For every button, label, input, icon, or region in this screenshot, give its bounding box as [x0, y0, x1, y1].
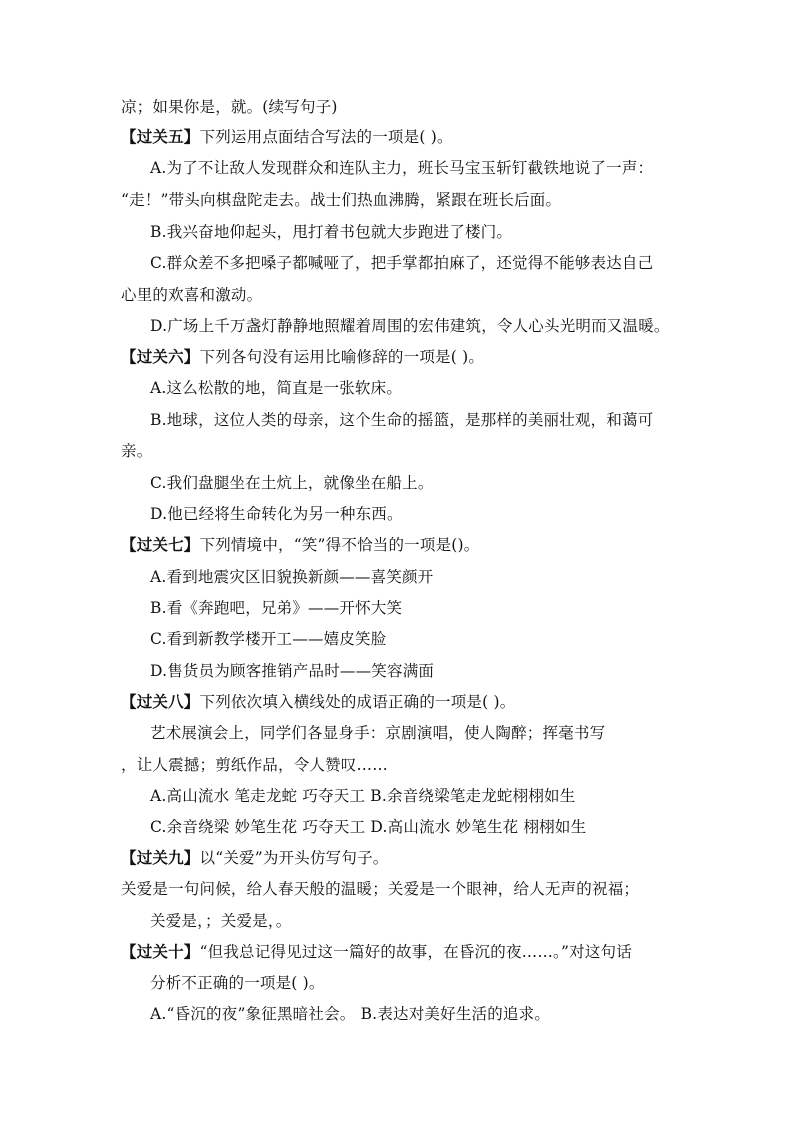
text-line	[121, 535, 479, 555]
text-line	[121, 848, 388, 868]
line-text: 关爱是一句问候，给人春天般的温暖；关爱是一个眼神，给人无声的祝福；	[121, 880, 640, 898]
text-line	[121, 879, 639, 899]
text-line	[121, 441, 152, 461]
question-label: 【过关九】	[121, 848, 200, 867]
text-line	[150, 222, 512, 242]
text-line	[150, 661, 434, 681]
text-line	[150, 473, 434, 493]
line-text: 下列依次填入横线处的成语正确的一项是( )。	[199, 693, 516, 711]
line-text: “走！”带头向棋盘陀走去。战士们热血沸腾，紧跟在班长后面。	[121, 191, 562, 209]
text-line	[150, 158, 653, 178]
line-text: D.广场上千万盏灯静静地照耀着周围的宏伟建筑，令人心头光明而又温暖。	[150, 317, 670, 335]
line-text: A.高山流水 笔走龙蛇 巧夺天工 B.余音绕梁笔走龙蛇栩栩如生	[150, 787, 576, 805]
line-text: ，让人震撼；剪纸作品，令人赞叹……	[121, 756, 388, 774]
text-line	[121, 692, 515, 712]
question-label: 【过关六】	[121, 347, 200, 366]
line-text: D.他已经将生命转化为另一种东西。	[150, 505, 403, 523]
text-line	[121, 755, 388, 775]
text-line	[150, 973, 325, 993]
line-text: 下列各句没有运用比喻修辞的一项是( )。	[199, 348, 485, 366]
question-label: 【过关五】	[121, 127, 200, 146]
line-text: “但我总记得见过这一篇好的故事，在昏沉的夜……。”对这句话	[199, 943, 632, 961]
text-line	[150, 723, 605, 743]
text-line	[150, 911, 292, 931]
text-line	[150, 316, 670, 336]
text-line	[121, 285, 262, 305]
line-text: B.地球，这位人类的母亲，这个生命的摇篮，是那样的美丽壮观，和蔼可	[150, 411, 654, 429]
line-text: 凉；如果你是，就。(续写句子)	[121, 98, 338, 116]
text-line	[121, 347, 484, 367]
text-line	[121, 97, 338, 117]
question-label: 【过关七】	[121, 535, 200, 554]
line-text: 下列情境中，“笑”得不恰当的一项是()。	[199, 536, 480, 554]
line-text: 关爱是，；关爱是，。	[150, 912, 292, 930]
line-text: 分析不正确的一项是( )。	[150, 974, 325, 992]
line-text: C.群众差不多把嗓子都喊哑了，把手掌都拍麻了，还觉得不能够表达自己	[150, 254, 654, 272]
text-line	[150, 410, 653, 430]
line-text: 心里的欢喜和激动。	[121, 286, 263, 304]
text-line	[150, 598, 402, 618]
text-line	[150, 253, 653, 273]
line-text: B.看《奔跑吧，兄弟》——开怀大笑	[150, 599, 403, 617]
text-line	[150, 504, 403, 524]
text-line	[150, 378, 402, 398]
text-line	[150, 817, 586, 837]
line-text: 下列运用点面结合写法的一项是( )。	[199, 128, 453, 146]
question-label: 【过关十】	[121, 942, 200, 961]
text-line	[150, 629, 386, 649]
line-text: C.余音绕梁 妙笔生花 巧夺天工 D.高山流水 妙笔生花 栩栩如生	[150, 818, 587, 836]
line-text: C.看到新教学楼开工——嬉皮笑脸	[150, 630, 387, 648]
line-text: A.为了不让敌人发现群众和连队主力，班长马宝玉斩钉截铁地说了一声：	[150, 159, 654, 177]
line-text: D.售货员为顾客推销产品时——笑容满面	[150, 662, 435, 680]
line-text: A.“昏沉的夜”象征黑暗社会。 B.表达对美好生活的追求。	[150, 1005, 551, 1023]
question-label: 【过关八】	[121, 692, 200, 711]
text-line	[150, 567, 433, 587]
text-line	[150, 786, 575, 806]
text-line	[150, 1004, 550, 1024]
text-line	[121, 190, 561, 210]
line-text: 亲。	[121, 442, 153, 460]
line-text: A.这么松散的地，简直是一张软床。	[150, 379, 403, 397]
line-text: A.看到地震灾区旧貌换新颜——喜笑颜开	[150, 568, 434, 586]
line-text: C.我们盘腿坐在土炕上，就像坐在船上。	[150, 474, 434, 492]
line-text: 以“关爱”为开头仿写句子。	[199, 849, 389, 867]
line-text: B.我兴奋地仰起头，甩打着书包就大步跑进了楼门。	[150, 223, 513, 241]
text-line	[121, 942, 632, 962]
line-text: 艺术展演会上，同学们各显身手：京剧演唱，使人陶醉；挥毫书写	[150, 724, 606, 742]
text-line	[121, 127, 453, 147]
